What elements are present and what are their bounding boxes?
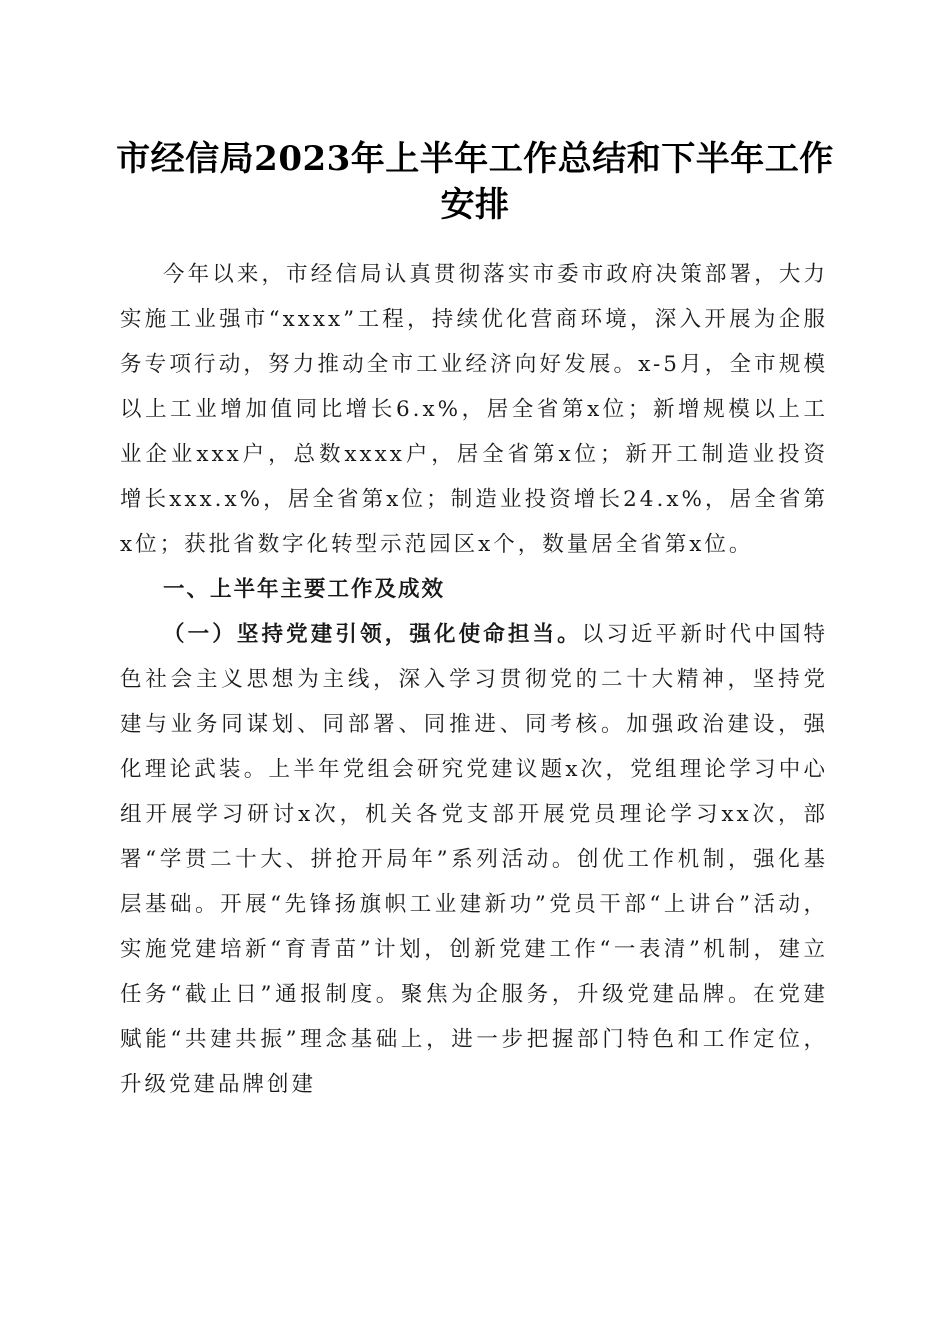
subsection-paragraph xyxy=(120,612,828,1107)
subsection-body: 以习近平新时代中国特色社会主义思想为主线，深入学习贯彻党的二十大精神，坚持党建与业务同谋划、同部署、同推进、同考核。加强政治建设，强化理论武装。上半年党组会研究党建议题x次，党组理论学习中心组开展学习研讨x次，机关各党支部开展党员理论学习xx次，部署“学贯二十大、拼抢开局年”系列活动。创优工作机制，强化基层基础。开展“先锋扬旗帜工业建新功”党员干部“上讲台”活动，实施党建培新“育青苗”计划，创新党建工作“一表清”机制，建立任务“截止日”通报制度。聚焦为企服务，升级党建品牌。在党建赋能“共建共振”理念基础上，进一步把握部门特色和工作定位，升级党建品牌创建 xyxy=(120,622,828,1097)
document-title: 市经信局2023年上半年工作总结和下半年工作安排 xyxy=(116,139,834,225)
section-heading: 一、上半年主要工作及成效 xyxy=(163,577,446,602)
subsection-lead: （一）坚持党建引领，强化使命担当。 xyxy=(163,622,582,647)
document-body xyxy=(120,252,828,1107)
intro-paragraph: 今年以来，市经信局认真贯彻落实市委市政府决策部署，大力实施工业强市“xxxx”工程，持续优化营商环境，深入开展为企服务专项行动，努力推动全市工业经济向好发展。x-5月，全市规模以上工业增加值同比增长6.x%，居全省第x位；新增规模以上工业企业xxx户，总数xxxx户，居全省第x位；新开工制造业投资增长xxx.x%，居全省第x位；制造业投资增长24.x%，居全省第x位；获批省数字化转型示范园区x个，数量居全省第x位。 xyxy=(120,262,828,557)
